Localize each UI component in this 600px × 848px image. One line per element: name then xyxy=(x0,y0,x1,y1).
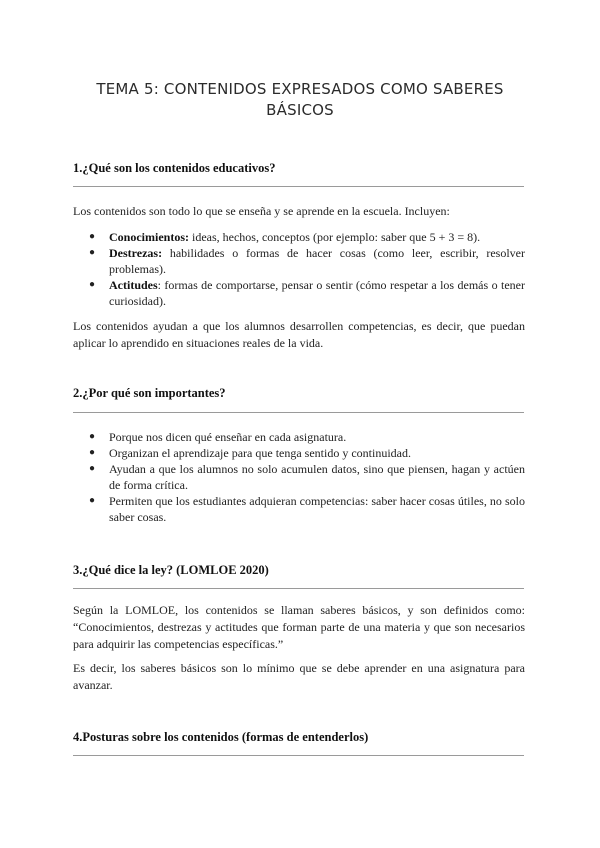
list-item xyxy=(73,429,525,445)
bullet-icon: ● xyxy=(89,279,96,290)
list-item-term: Conocimientos: xyxy=(109,230,189,244)
list-item xyxy=(73,229,525,245)
document-title xyxy=(0,79,600,121)
section-3-paragraph-1: Según la LOMLOE, los contenidos se llaman saberes básicos, y son definidos como: “Conocimientos, destrezas y actitudes que forman parte de una materia y que son necesarios para adquirir las competencias específicas.” xyxy=(73,603,525,651)
section-1-heading: 1.¿Qué son los contenidos educativos? xyxy=(73,161,276,175)
list-item-text: : formas de comportarse, pensar o sentir (cómo respetar a los demás o tener curiosidad). xyxy=(109,278,525,308)
list-item-term: Actitudes xyxy=(109,278,158,292)
list-item-term: Destrezas: xyxy=(109,246,163,260)
section-4-divider xyxy=(73,755,524,756)
list-item-text: habilidades o formas de hacer cosas (como leer, escribir, resolver problemas). xyxy=(109,246,525,276)
list-item xyxy=(73,445,525,461)
bullet-icon: ● xyxy=(89,231,96,242)
list-item-text: Ayudan a que los alumnos no solo acumulen datos, sino que piensen, hagan y actúen de forma crítica. xyxy=(109,462,525,492)
bullet-icon: ● xyxy=(89,431,96,442)
section-4-heading: 4.Posturas sobre los contenidos (formas de entenderlos) xyxy=(73,730,369,744)
bullet-icon: ● xyxy=(89,247,96,258)
list-item-text: ideas, hechos, conceptos (por ejemplo: saber que 5 + 3 = 8). xyxy=(189,230,481,244)
section-3-divider xyxy=(73,588,524,589)
section-2-heading: 2.¿Por qué son importantes? xyxy=(73,386,226,400)
section-2-divider xyxy=(73,412,524,413)
bullet-icon: ● xyxy=(89,447,96,458)
section-1-divider xyxy=(73,186,524,187)
section-3-paragraph-2: Es decir, los saberes básicos son lo mínimo que se debe aprender en una asignatura para avanzar. xyxy=(73,661,525,692)
list-item xyxy=(73,277,525,309)
bullet-icon: ● xyxy=(89,495,96,506)
list-item xyxy=(73,493,525,525)
section-1-intro: Los contenidos son todo lo que se enseña y se aprende en la escuela. Incluyen: xyxy=(73,204,450,218)
list-item xyxy=(73,245,525,277)
section-1-outro: Los contenidos ayudan a que los alumnos desarrollen competencias, es decir, que puedan aplicar lo aprendido en situaciones reales de la vida. xyxy=(73,319,525,350)
section-2-list xyxy=(73,429,525,525)
list-item-text: Permiten que los estudiantes adquieran competencias: saber hacer cosas útiles, no solo saber cosas. xyxy=(109,494,525,524)
bullet-icon: ● xyxy=(89,463,96,474)
list-item xyxy=(73,461,525,493)
title-line-2: BÁSICOS xyxy=(266,101,334,119)
section-1-list xyxy=(73,229,525,309)
section-3-heading: 3.¿Qué dice la ley? (LOMLOE 2020) xyxy=(73,563,269,577)
list-item-text: Porque nos dicen qué enseñar en cada asignatura. xyxy=(109,430,347,444)
title-line-1: TEMA 5: CONTENIDOS EXPRESADOS COMO SABERES xyxy=(96,80,504,98)
list-item-text: Organizan el aprendizaje para que tenga sentido y continuidad. xyxy=(109,446,411,460)
